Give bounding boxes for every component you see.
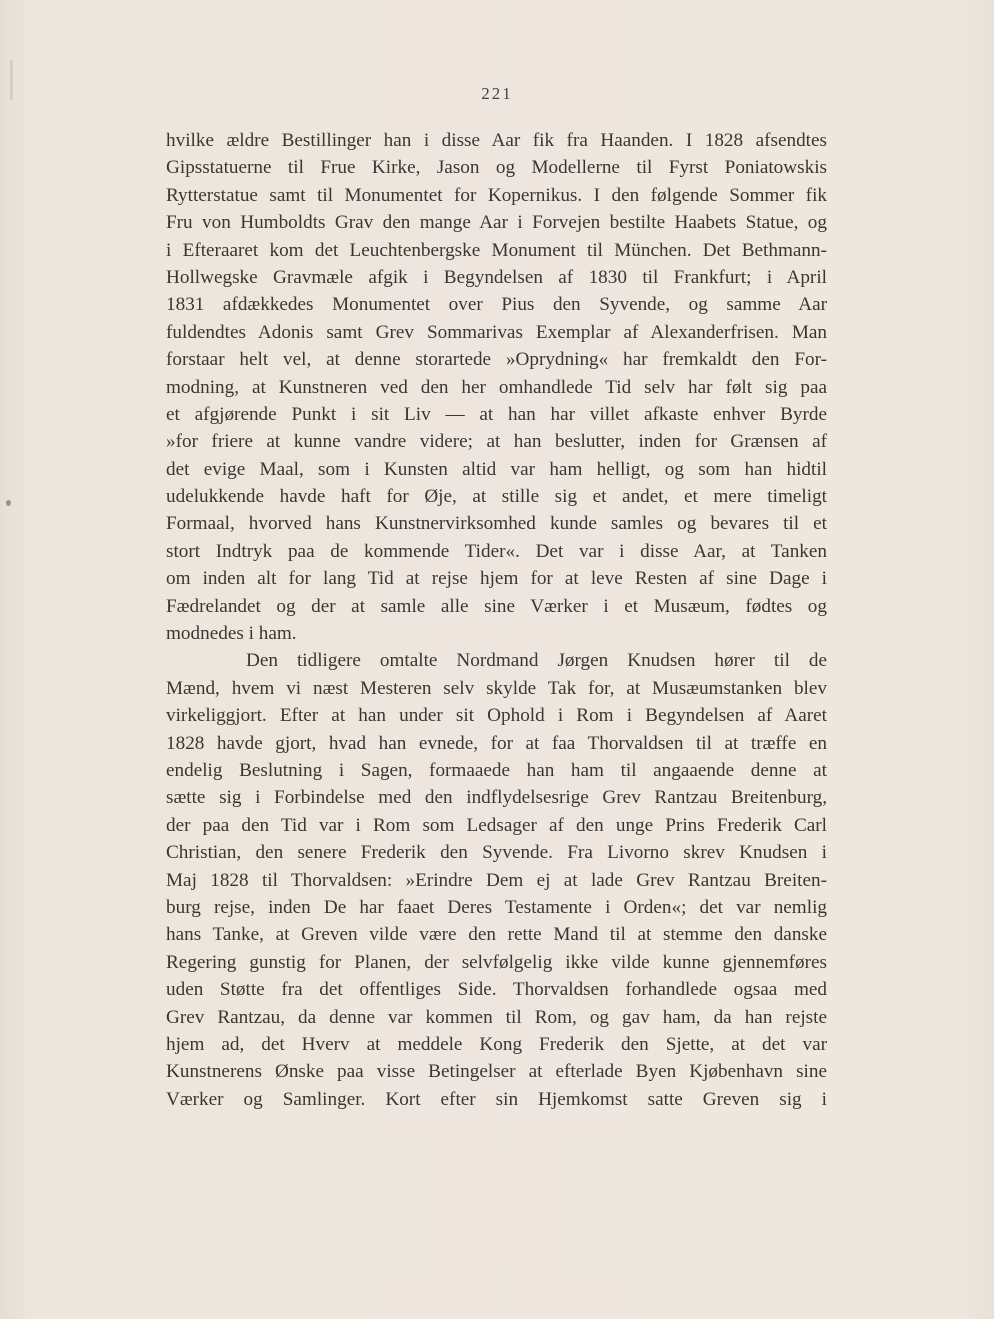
text-line: i Efteraaret kom det Leuchtenbergske Monument til München. Det Bethmann-: [166, 239, 827, 261]
text-line: om inden alt for lang Tid at rejse hjem for at leve Resten af sine Dage i: [166, 568, 827, 590]
text-line: Gipsstatuerne til Frue Kirke, Jason og Modellerne til Fyrst Poniatowskis: [166, 157, 827, 179]
paragraph-first-line: Den tidligere omtalte Nordmand Jørgen Knudsen hører til de: [246, 650, 827, 672]
text-line: udelukkende havde haft for Øje, at stille sig et andet, et mere timeligt: [166, 486, 827, 508]
text-line: der paa den Tid var i Rom som Ledsager af den unge Prins Frederik Carl: [166, 814, 827, 836]
text-line: 1831 afdækkedes Monumentet over Pius den Syvende, og samme Aar: [166, 294, 827, 316]
page-speck: [6, 500, 11, 506]
text-line: Regering gunstig for Planen, der selvfølgelig ikke vilde kunne gjennemføres: [166, 951, 827, 973]
text-line: det evige Maal, som i Kunsten altid var ham helligt, og som han hidtil: [166, 458, 827, 480]
page-number: 221: [481, 84, 513, 103]
text-line: Mænd, hvem vi næst Mesteren selv skylde Tak for, at Musæumstanken blev: [166, 677, 827, 699]
text-line: 1828 havde gjort, hvad han evnede, for at faa Thorvaldsen til at træffe en: [166, 732, 827, 754]
text-line: Fru von Humboldts Grav den mange Aar i Forvejen bestilte Haabets Statue, og: [166, 212, 827, 234]
text-line: forstaar helt vel, at denne storartede »Oprydning« har fremkaldt den For-: [166, 349, 827, 371]
text-line: uden Støtte fra det offentliges Side. Thorvaldsen forhandlede ogsaa med: [166, 979, 827, 1001]
text-line: burg rejse, inden De har faaet Deres Testamente i Orden«; det var nemlig: [166, 896, 827, 918]
text-line: sætte sig i Forbindelse med den indflydelsesrige Grev Rantzau Breitenburg,: [166, 787, 827, 809]
text-line: »for friere at kunne vandre videre; at han beslutter, inden for Grænsen af: [166, 431, 827, 453]
body-text: [166, 127, 827, 1113]
text-line: virkeliggjort. Efter at han under sit Ophold i Rom i Begyndelsen af Aaret: [166, 705, 827, 727]
paragraph-last-line: modnedes i ham.: [166, 623, 297, 645]
text-line: Christian, den senere Frederik den Syvende. Fra Livorno skrev Knudsen i: [166, 842, 827, 864]
text-line: endelig Beslutning i Sagen, formaaede han ham til angaaende denne at: [166, 759, 827, 781]
text-line: et afgjørende Punkt i sit Liv — at han har villet afkaste enhver Byrde: [166, 403, 827, 425]
text-line: Hollwegske Gravmæle afgik i Begyndelsen af 1830 til Frankfurt; i April: [166, 266, 827, 288]
text-line: hans Tanke, at Greven vilde være den rette Mand til at stemme den danske: [166, 924, 827, 946]
text-line: Grev Rantzau, da denne var kommen til Rom, og gav ham, da han rejste: [166, 1006, 827, 1028]
text-line: hvilke ældre Bestillinger han i disse Aar fik fra Haanden. I 1828 afsendtes: [166, 130, 827, 151]
text-line: fuldendtes Adonis samt Grev Sommarivas Exemplar af Alexanderfrisen. Man: [166, 321, 827, 343]
text-line: Maj 1828 til Thorvaldsen: »Erindre Dem ej at lade Grev Rantzau Breiten-: [166, 869, 827, 891]
text-line: Værker og Samlinger. Kort efter sin Hjemkomst satte Greven sig i: [166, 1088, 827, 1110]
text-line: Kunstnerens Ønske paa visse Betingelser at efterlade Byen Kjøbenhavn sine: [166, 1061, 827, 1083]
text-line: stort Indtryk paa de kommende Tider«. Det var i disse Aar, at Tanken: [166, 540, 827, 562]
text-line: Fædrelandet og der at samle alle sine Værker i et Musæum, fødtes og: [166, 595, 827, 617]
text-line: Formaal, hvorved hans Kunstnervirksomhed kunde samles og bevares til et: [166, 513, 827, 535]
text-line: hjem ad, det Hverv at meddele Kong Frederik den Sjette, at det var: [166, 1033, 827, 1055]
text-line: modning, at Kunstneren ved den her omhandlede Tid selv har følt sig paa: [166, 376, 827, 398]
text-line: Rytterstatue samt til Monumentet for Kopernikus. I den følgende Sommer fik: [166, 184, 827, 206]
